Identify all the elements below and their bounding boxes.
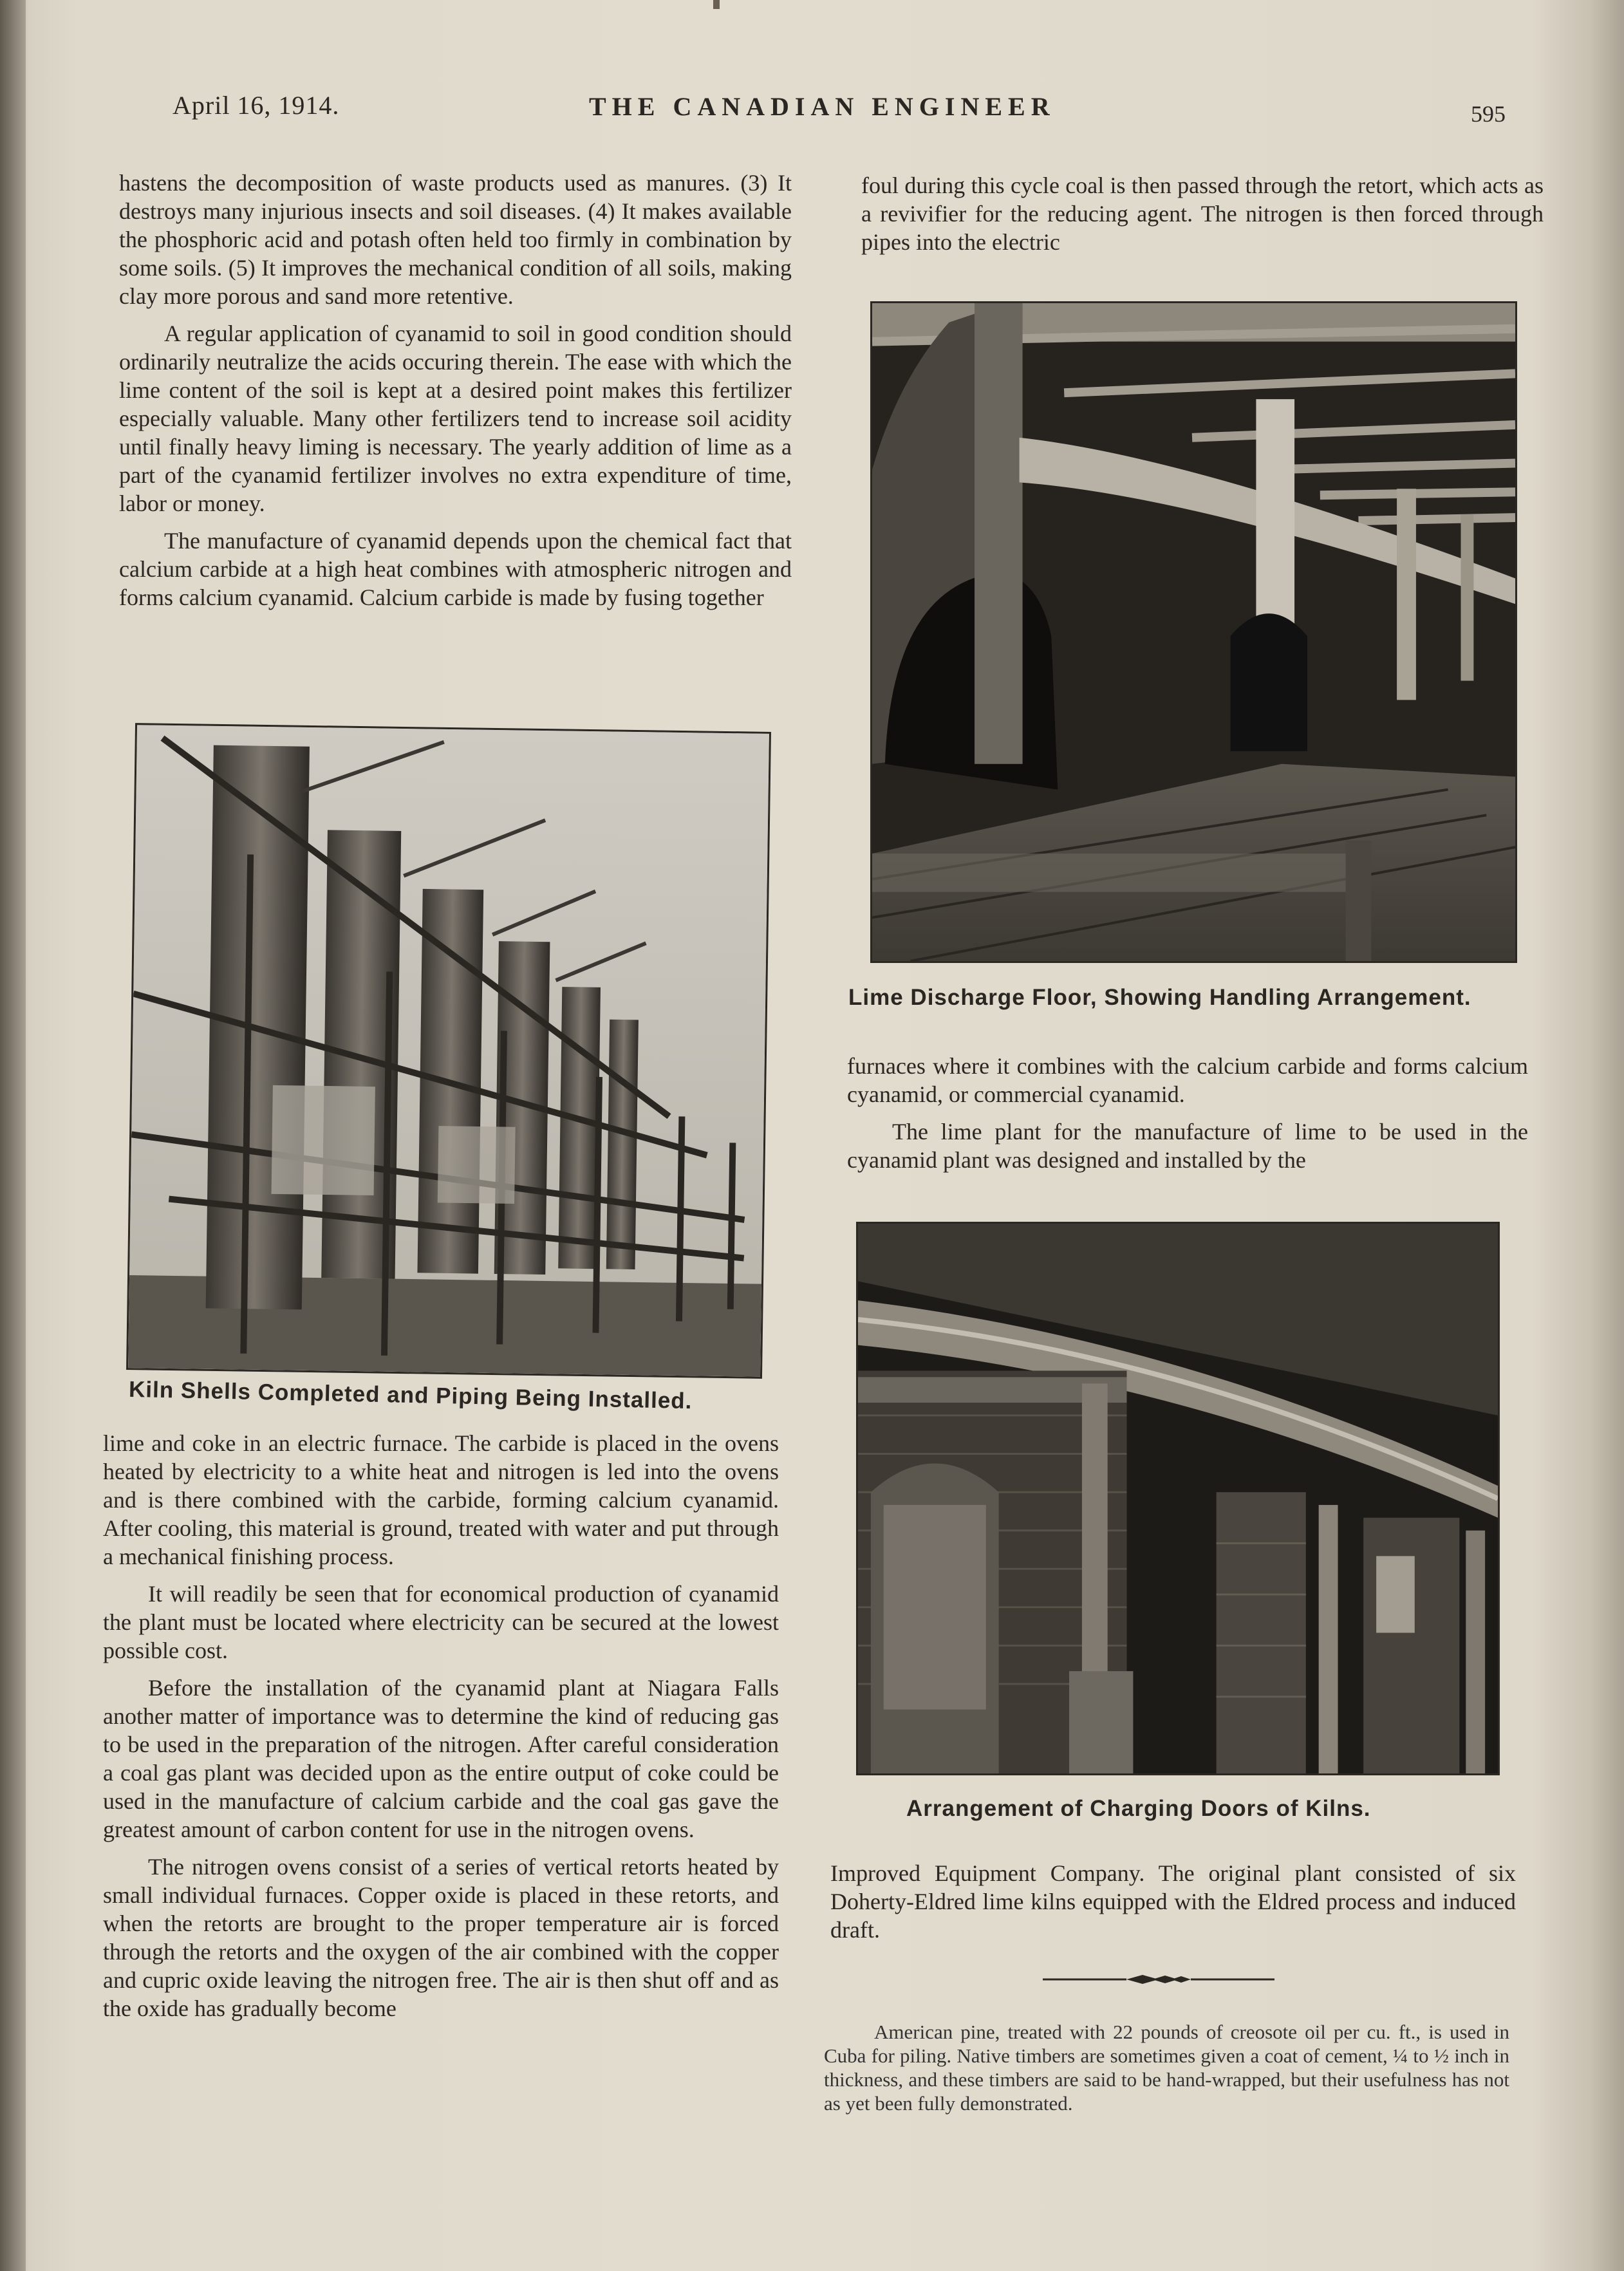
photo-kiln-shells — [126, 723, 771, 1379]
running-header — [0, 90, 1624, 135]
paragraph: American pine, treated with 22 pounds of creosote oil per cu. ft., is used in Cuba for piling. Native timbers are sometimes given a coat of cement, ¼ to ½ inch in thickness, and these timbers are said to be hand-wrapped, but their usefulness has not as yet been fully demonstrated. — [824, 2021, 1509, 2115]
caption-kiln: Kiln Shells Completed and Piping Being Installed. — [128, 1376, 693, 1414]
paragraph: hastens the decomposition of waste products used as manures. (3) It destroys many injurious insects and soil diseases. (4) It makes available the phosphoric acid and potash often held too firmly in combination by some soils. (5) It improves the mechanical condition of all soils, making clay more porous and sand more retentive. — [119, 170, 792, 309]
paragraph: foul during this cycle coal is then passed through the retort, which acts as a revivifier for the reducing agent. The nitrogen is then forced through pipes into the electric — [861, 173, 1544, 255]
section-divider-ornament — [1043, 1972, 1274, 1986]
binding-gutter — [0, 0, 26, 2271]
paragraph: A regular application of cyanamid to soil in good condition should ordinarily neutralize the acids occuring therein. The ease with which the lime content of the soil is kept at a desired point makes this fertilizer especially valuable. Many other fertilizers tend to increase soil acidity until finally heavy liming is necessary. The yearly addition of lime as a part of the cyanamid fertilizer involves no extra expenditure of time, labor or money. — [119, 321, 792, 516]
paragraph: lime and coke in an electric furnace. The carbide is placed in the ovens heated by electricity to a white heat and nitrogen is led into the ovens and is there combined with the carbide, forming calcium cyanamid. After cooling, this material is ground, treated with water and put through a mechanical finishing process. — [103, 1430, 779, 1569]
charging-doors-illustration — [858, 1224, 1498, 1773]
right-column-top — [861, 171, 1544, 265]
footnote-creosote — [824, 2020, 1509, 2115]
right-column-middle — [847, 1052, 1528, 1183]
journal-title: THE CANADIAN ENGINEER — [589, 92, 1056, 121]
photo-charging-doors — [856, 1222, 1500, 1775]
paragraph: Improved Equipment Company. The original plant consisted of six Doherty-Eldred lime kilns equipped with the Eldred process and induced draft. — [830, 1860, 1516, 1943]
caption-lime: Lime Discharge Floor, Showing Handling Arrangement. — [848, 985, 1471, 1010]
caption-doors: Arrangement of Charging Doors of Kilns. — [906, 1796, 1371, 1821]
right-column-bottom — [830, 1859, 1516, 1953]
photo-lime-discharge-floor — [870, 301, 1517, 963]
page-number: 595 — [1471, 101, 1506, 127]
issue-date: April 16, 1914. — [173, 91, 340, 120]
kiln-photo-illustration — [128, 725, 769, 1377]
lime-floor-illustration — [872, 303, 1515, 961]
paragraph: It will readily be seen that for economical production of cyanamid the plant must be located where electricity can be secured at the lowest possible cost. — [103, 1581, 779, 1663]
print-mark — [713, 0, 720, 9]
left-column-bottom — [103, 1429, 779, 2032]
paragraph: furnaces where it combines with the calcium carbide and forms calcium cyanamid, or commercial cyanamid. — [847, 1053, 1528, 1107]
paragraph: Before the installation of the cyanamid plant at Niagara Falls another matter of importance was to determine the kind of reducing gas to be used in the preparation of the nitrogen. After careful consideration a coal gas plant was decided upon as the entire output of coke could be used in the manufacture of calcium carbide and the coal gas gave the greatest amount of carbon content for use in the nitrogen ovens. — [103, 1675, 779, 1842]
left-column-top — [119, 169, 792, 621]
paragraph: The manufacture of cyanamid depends upon the chemical fact that calcium carbide at a high heat combines with atmospheric nitrogen and forms calcium cyanamid. Calcium carbide is made by fusing together — [119, 528, 792, 610]
paragraph: The lime plant for the manufacture of lime to be used in the cyanamid plant was designed and installed by the — [847, 1119, 1528, 1173]
paragraph: The nitrogen ovens consist of a series of vertical retorts heated by small individual furnaces. Copper oxide is placed in these retorts, and when the retorts are brought to the proper temperature air is forced through the retorts and the oxygen of the air combined with the copper and cupric oxide leaving the nitrogen free. The air is then shut off and as the oxide has gradually become — [103, 1854, 779, 2021]
